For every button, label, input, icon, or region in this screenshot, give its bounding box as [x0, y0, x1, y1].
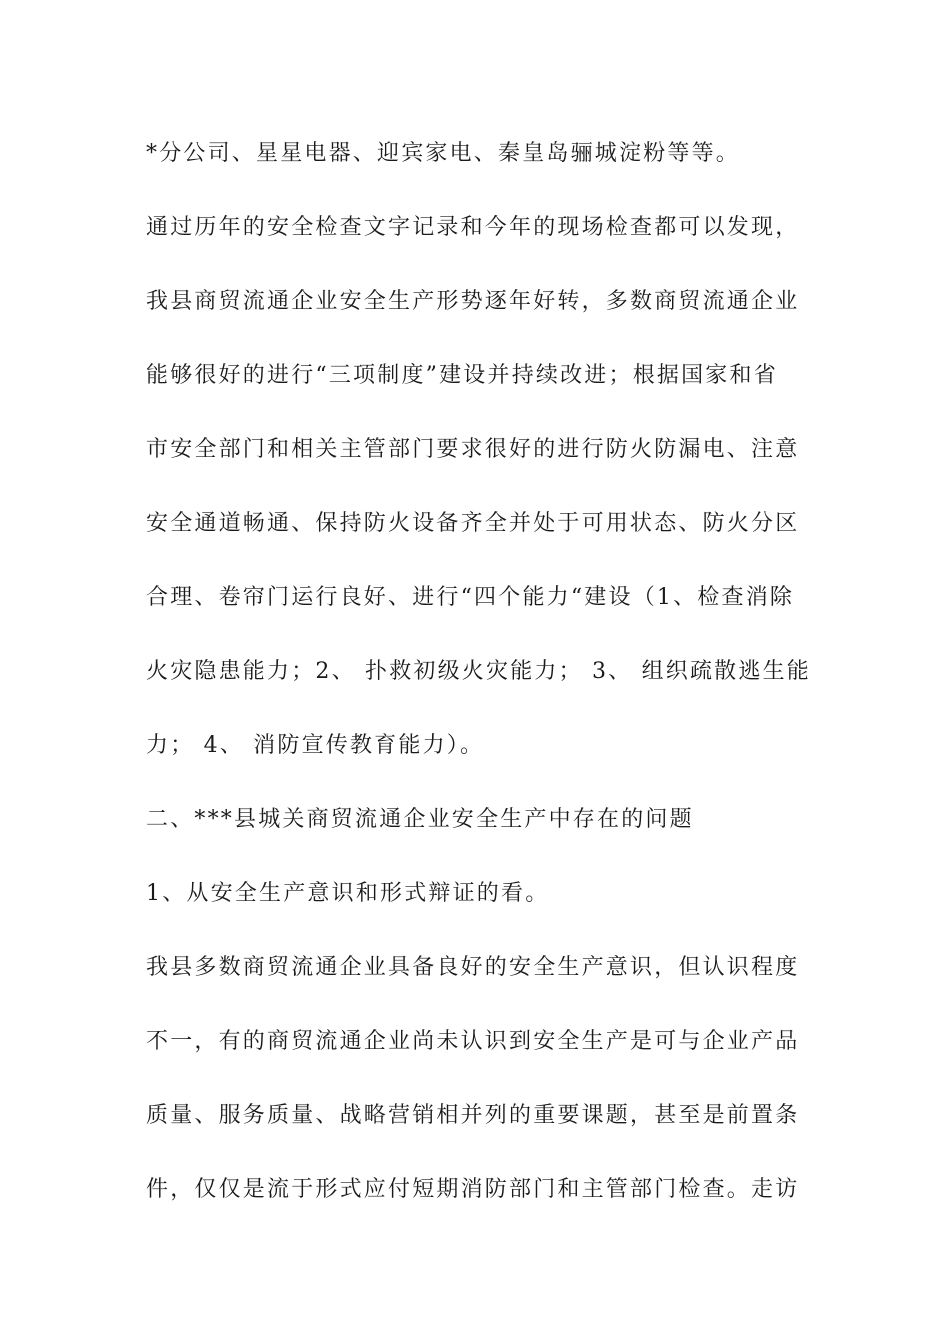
paragraph-line: 能够很好的进行“三项制度”建设并持续改进；根据国家和省 — [146, 363, 778, 388]
paragraph-line: 力； 4、 消防宣传教育能力）。 — [146, 733, 485, 758]
paragraph-line: 合理、卷帘门运行良好、进行“四个能力“建设（1、检查消除 — [146, 585, 795, 610]
section-heading: 二、***县城关商贸流通企业安全生产中存在的问题 — [146, 807, 694, 832]
paragraph-line: 安全通道畅通、保持防火设备齐全并处于可用状态、防火分区 — [146, 511, 800, 536]
paragraph-line: 我县多数商贸流通企业具备良好的安全生产意识，但认识程度 — [146, 955, 800, 980]
paragraph-line: 我县商贸流通企业安全生产形势逐年好转，多数商贸流通企业 — [146, 289, 800, 314]
paragraph-line: 火灾隐患能力；2、 扑救初级火灾能力； 3、 组织疏散逃生能 — [146, 659, 811, 684]
paragraph-line: 市安全部门和相关主管部门要求很好的进行防火防漏电、注意 — [146, 437, 800, 462]
paragraph-line: 质量、服务质量、战略营销相并列的重要课题，甚至是前置条 — [146, 1103, 800, 1128]
subsection-heading: 1、从安全生产意识和形式辩证的看。 — [146, 881, 550, 906]
paragraph-line: 件，仅仅是流于形式应付短期消防部门和主管部门检查。走访 — [146, 1177, 800, 1202]
paragraph-line: 不一，有的商贸流通企业尚未认识到安全生产是可与企业产品 — [146, 1029, 800, 1054]
paragraph-line: *分公司、星星电器、迎宾家电、秦皇岛骊城淀粉等等。 — [146, 141, 741, 166]
paragraph-line: 通过历年的安全检查文字记录和今年的现场检查都可以发现， — [146, 215, 800, 240]
